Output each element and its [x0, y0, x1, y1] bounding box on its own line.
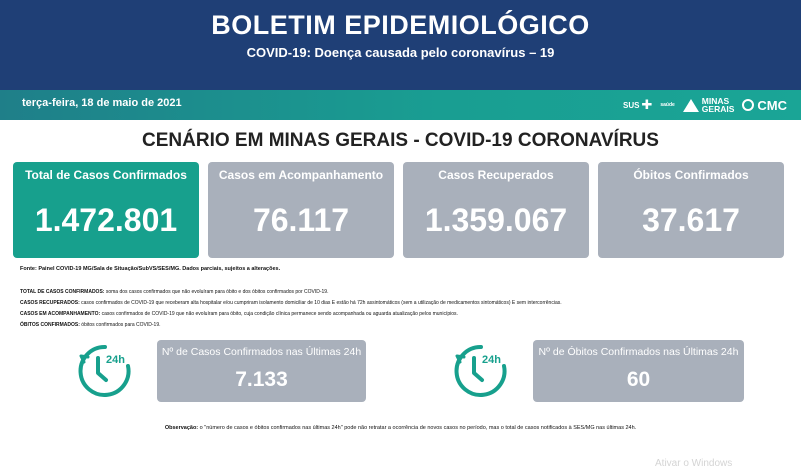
definition-item: TOTAL DE CASOS CONFIRMADOS: soma dos casos confirmados que não evoluíram para óbito e dos óbitos confirmados por COVID-19.: [20, 289, 329, 295]
definition-item: ÓBITOS CONFIRMADOS: óbitos confirmados para COVID-19.: [20, 322, 161, 328]
observation-note: Observação: o "número de casos e óbitos confirmados nas últimas 24h" pode não retratar a ocorrência de novos casos no período, mas o total de casos notificados à SES/MG nas últimas 24h.: [164, 425, 637, 431]
mg-logo-line1: MINAS: [701, 96, 730, 106]
clock-text: 24h: [106, 354, 125, 366]
card-deaths: [598, 162, 784, 258]
definition-item: CASOS RECUPERADOS: casos confirmados de COVID-19 que receberam alta hospitalar e/ou cumpriram isolamento domiciliar de 10 dias E estão há 72h assintomáticos (sem a utilização de medicamentos sintomáticos) E sem intercorrências.: [20, 300, 562, 306]
last24-label: Nº de Óbitos Confirmados nas Últimas 24h: [538, 346, 739, 358]
cases-last-24h-box: [157, 340, 366, 402]
ring-icon: [742, 99, 754, 111]
bulletin-title: BOLETIM EPIDEMIOLÓGICO: [211, 10, 590, 40]
card-value: 1.359.067: [424, 202, 568, 238]
triangle-icon: [683, 99, 699, 112]
card-label: Óbitos Confirmados: [633, 168, 749, 182]
data-source: Fonte: Painel COVID-19 MG/Sala de Situação/SubVS/SES/MG. Dados parciais, sujeitos a alterações.: [20, 266, 281, 272]
card-value: 76.117: [252, 202, 350, 238]
card-in-follow-up: [208, 162, 394, 258]
bulletin-header: [0, 0, 801, 90]
card-value: 37.617: [642, 202, 740, 238]
date-bar: [0, 90, 801, 120]
card-label: Total de Casos Confirmados: [25, 168, 187, 182]
cmc-logo: [742, 98, 787, 113]
sus-logo-text: SUS: [622, 100, 640, 110]
mg-logo-line2: GERAIS: [701, 104, 735, 114]
plus-icon: ✚: [641, 97, 653, 112]
clock-text: 24h: [482, 354, 501, 366]
last24-label: Nº de Casos Confirmados nas Últimas 24h: [161, 346, 362, 358]
scenario-title: CENÁRIO EM MINAS GERAIS - COVID-19 CORONAVÍRUS: [142, 130, 659, 151]
last24-value: 7.133: [235, 368, 288, 391]
card-total-confirmed: [13, 162, 199, 258]
cmc-logo-text: CMC: [757, 97, 787, 113]
sus-logo: [622, 97, 653, 112]
minas-gerais-logo: [683, 97, 735, 113]
clock-24h-icon: [452, 342, 510, 400]
card-recovered: [403, 162, 589, 258]
definition-item: CASOS EM ACOMPANHAMENTO: casos confirmados de COVID-19 que não evoluíram para óbito, cuja condição clínica permanece sendo acompanhada ou aguarda atualização pelos municípios.: [20, 311, 458, 317]
deaths-last-24h-box: [533, 340, 744, 402]
card-value: 1.472.801: [34, 202, 178, 238]
saude-logo: saúde: [660, 102, 675, 108]
report-date: terça-feira, 18 de maio de 2021: [22, 97, 182, 109]
card-label: Casos Recuperados: [438, 168, 554, 182]
card-label: Casos em Acompanhamento: [218, 168, 384, 182]
definitions: [20, 287, 562, 331]
institution-logos: [623, 94, 787, 116]
windows-activation-watermark: Ativar o Windows: [655, 458, 733, 469]
bulletin-subtitle: COVID-19: Doença causada pelo coronavírus – 19: [246, 45, 555, 60]
clock-24h-icon: [76, 342, 134, 400]
last24-value: 60: [626, 368, 651, 391]
